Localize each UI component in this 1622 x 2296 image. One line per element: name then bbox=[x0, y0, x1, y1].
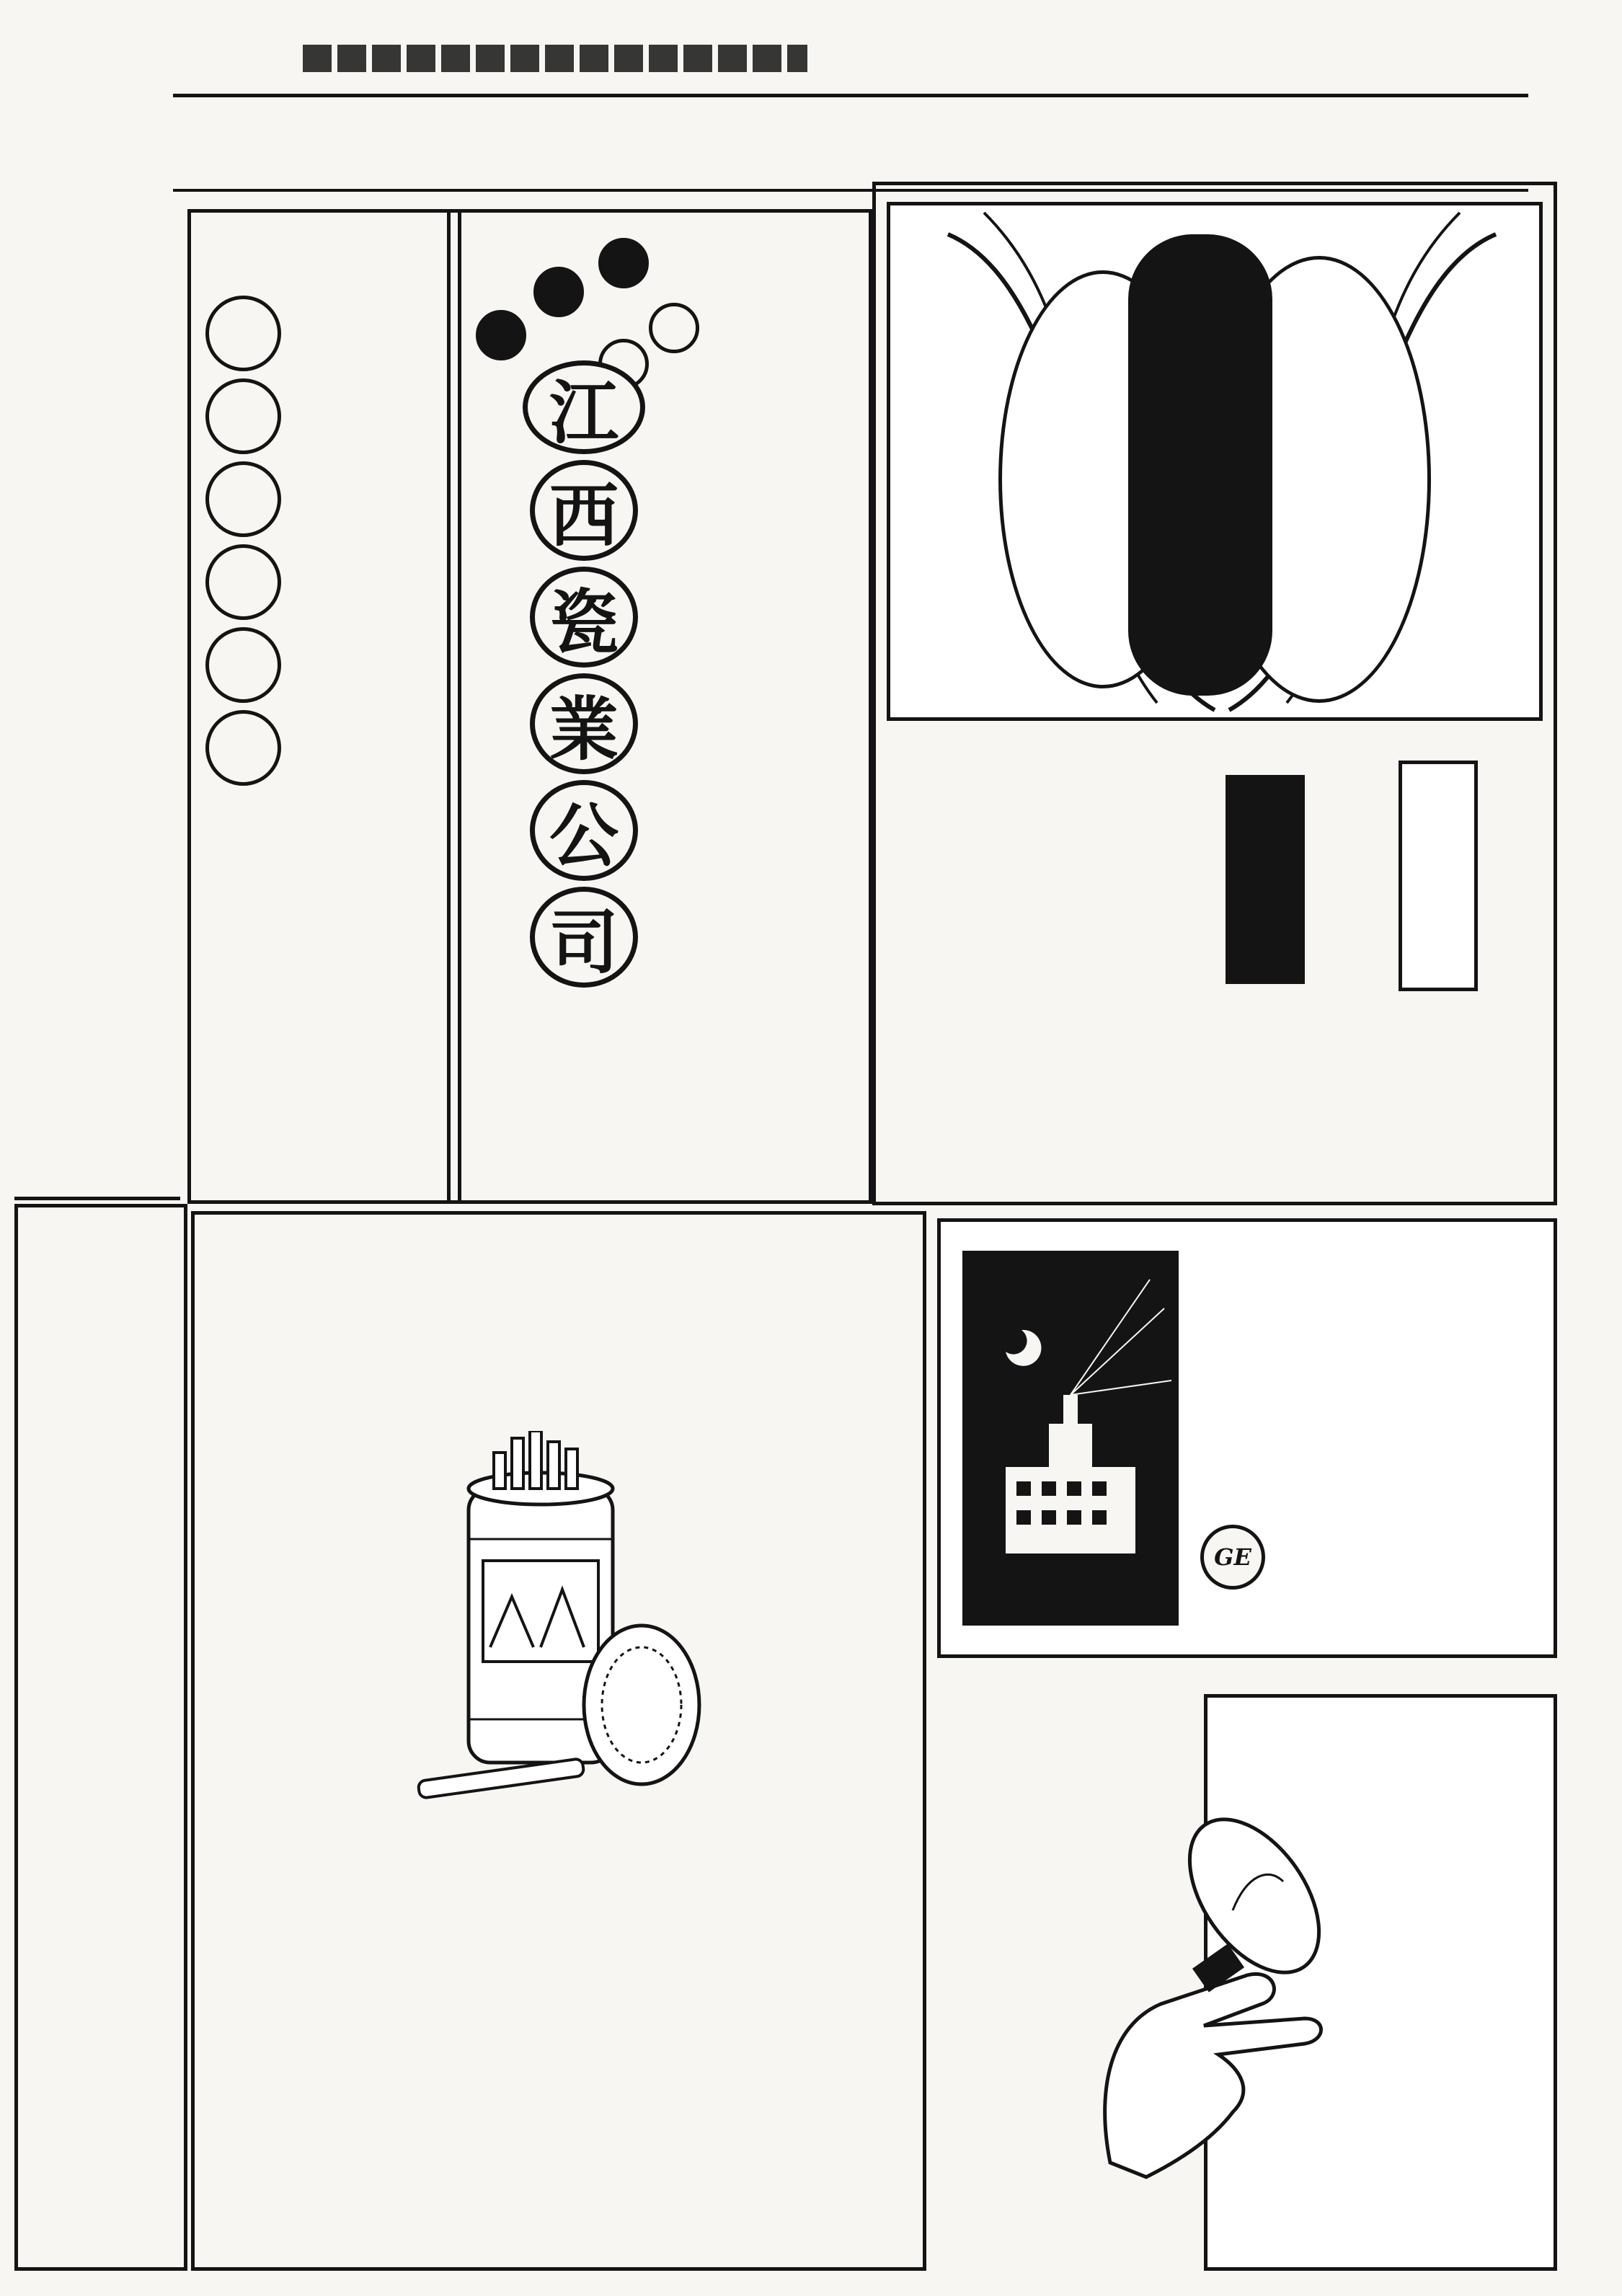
header-rule bbox=[173, 94, 1528, 97]
cigarette-copy bbox=[620, 1813, 908, 2246]
factory-illustration bbox=[962, 1251, 1179, 1626]
jiangxi-ci-char: 西 bbox=[530, 460, 638, 561]
jiangxi-ci-char: 公 bbox=[530, 780, 638, 881]
bulb2-ad bbox=[1067, 1701, 1554, 2264]
tongchang-circle-char bbox=[205, 544, 281, 620]
tang-product bbox=[1402, 764, 1417, 793]
cigarette-ad bbox=[195, 1215, 923, 2267]
header-decoration bbox=[303, 45, 807, 72]
xieren-ad bbox=[18, 1207, 184, 2267]
tongchang-circle-char bbox=[205, 296, 281, 371]
cigarette-agent-area bbox=[887, 1687, 959, 2191]
chengzhang-body bbox=[22, 973, 180, 1168]
tang-desc-3 bbox=[1262, 1006, 1399, 1179]
tongchang-circle-char bbox=[205, 461, 281, 537]
bulb1-ad bbox=[941, 1222, 1554, 1654]
tongchang-ad bbox=[191, 216, 458, 1197]
tang-desc-1 bbox=[1413, 1013, 1535, 1186]
jiangxi-ci-char: 司 bbox=[530, 887, 638, 988]
left-rule bbox=[14, 1197, 180, 1200]
stamp-char bbox=[533, 267, 584, 317]
tang-big-name bbox=[1128, 234, 1272, 696]
stamp-char bbox=[476, 310, 526, 360]
chengzhang-ad bbox=[14, 209, 180, 1168]
location-stamp bbox=[461, 223, 706, 368]
hospital-body-columns bbox=[898, 101, 944, 187]
tongchang-body bbox=[285, 231, 350, 706]
jiangxi-ci-circles bbox=[519, 360, 649, 1009]
xieren-body-left bbox=[18, 2073, 61, 2260]
hand-holding-bulb bbox=[1067, 1788, 1370, 2191]
hospital-ad bbox=[216, 101, 1521, 187]
jiangxi-ci-char: 江 bbox=[523, 360, 645, 454]
tang-product2-box bbox=[1226, 775, 1305, 984]
jiangxi-ci-ad bbox=[461, 216, 706, 983]
jiangxi-ci-char: 業 bbox=[530, 673, 638, 774]
tang-product-box bbox=[1399, 761, 1478, 991]
stamp-char bbox=[598, 238, 649, 288]
tongchang-body-2 bbox=[213, 714, 458, 1189]
tang-dist-list bbox=[991, 728, 998, 1189]
jiangxi-body-3 bbox=[753, 1067, 854, 1189]
cigarette-can-illustration bbox=[404, 1431, 743, 1806]
stamp-char bbox=[649, 303, 699, 353]
tang-ad-top-panel bbox=[887, 202, 1543, 721]
jiangxi-body-2 bbox=[544, 980, 746, 1182]
ge-logo: GE bbox=[1200, 1525, 1265, 1590]
tongchang-circles bbox=[205, 296, 285, 786]
tongchang-circle-char bbox=[205, 378, 281, 454]
tang-distributors bbox=[876, 721, 1049, 1197]
bulb1-night-scene bbox=[962, 1251, 1179, 1626]
header-bar bbox=[187, 29, 1514, 94]
jiangxi-ci-char: 瓷 bbox=[530, 567, 638, 668]
tongchang-circle-char bbox=[205, 627, 281, 703]
